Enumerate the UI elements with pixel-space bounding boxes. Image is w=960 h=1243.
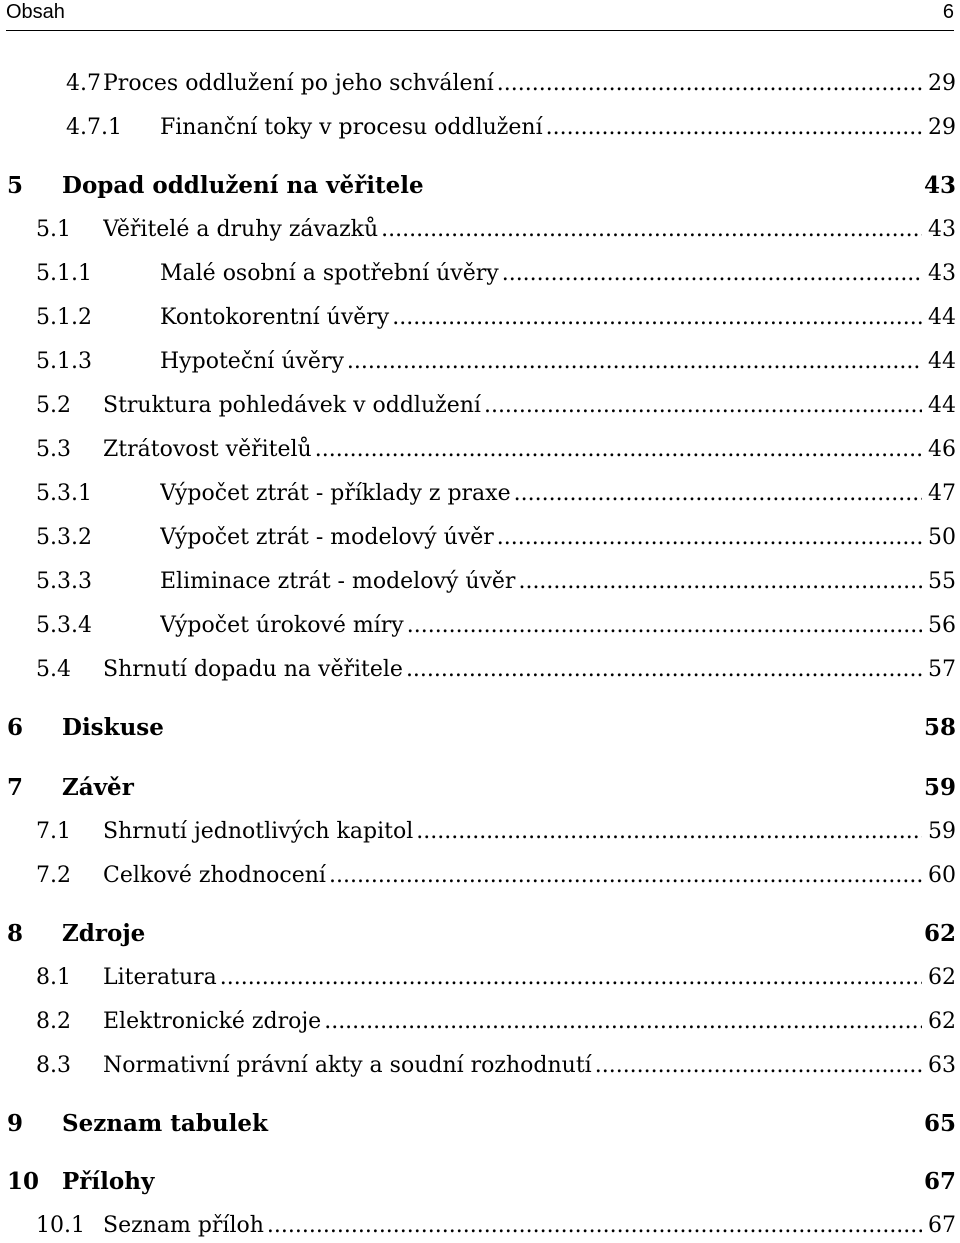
toc-entry-number: 8 — [7, 920, 24, 947]
toc-entry-title: Diskuse — [62, 714, 164, 741]
toc-entry-title: Shrnutí jednotlivých kapitol — [103, 819, 414, 844]
toc-entry-number: 8.3 — [36, 1053, 71, 1078]
toc-entry-number: 7 — [7, 774, 24, 801]
dot-leader — [514, 478, 922, 510]
toc-entry[interactable] — [0, 962, 960, 994]
toc-entry[interactable] — [0, 478, 960, 510]
toc-entry-number: 5.2 — [36, 393, 71, 418]
toc-entry-number: 4.7 — [66, 71, 101, 96]
toc-entry-number: 5.3.4 — [36, 613, 92, 638]
page-header — [0, 0, 960, 27]
header-divider — [6, 30, 954, 31]
toc-chapter-entry[interactable] — [0, 918, 960, 950]
dot-leader — [484, 390, 922, 422]
toc-chapter-entry[interactable] — [0, 1166, 960, 1198]
toc-entry-title-wrap — [103, 816, 925, 848]
toc-entry-title-wrap — [103, 1006, 925, 1038]
toc-entry[interactable] — [0, 654, 960, 686]
toc-entry[interactable] — [0, 112, 960, 144]
running-header-page-number: 6 — [942, 1, 954, 23]
toc-entry-page-number: 63 — [928, 1053, 956, 1078]
dot-leader — [497, 68, 922, 100]
toc-entry-number: 10 — [7, 1168, 40, 1195]
toc-entry-number: 4.7.1 — [66, 115, 122, 140]
toc-entry-title: Malé osobní a spotřební úvěry — [160, 261, 499, 286]
toc-entry-title: Ztrátovost věřitelů — [103, 437, 312, 462]
toc-entry-number: 8.1 — [36, 965, 71, 990]
toc-entry[interactable] — [0, 258, 960, 290]
toc-entry-title: Seznam příloh — [103, 1213, 264, 1238]
toc-entry-number: 5.3.2 — [36, 525, 92, 550]
toc-entry-title: Výpočet ztrát - modelový úvěr — [160, 525, 494, 550]
dot-leader — [381, 214, 922, 246]
toc-entry-page-number: 29 — [928, 115, 956, 140]
dot-leader — [595, 1050, 922, 1082]
toc-entry-title-wrap — [62, 170, 890, 202]
toc-entry-number: 5.3 — [36, 437, 71, 462]
dot-leader — [324, 1006, 922, 1038]
toc-entry-page-number: 43 — [928, 261, 956, 286]
toc-entry-title-wrap — [103, 962, 925, 994]
toc-entry-title: Zdroje — [62, 920, 146, 947]
toc-entry-page-number: 67 — [923, 1168, 956, 1195]
toc-entry-page-number: 62 — [928, 1009, 956, 1034]
toc-entry-number: 5.1 — [36, 217, 71, 242]
toc-entry-title: Výpočet ztrát - příklady z praxe — [160, 481, 511, 506]
toc-entry-title-wrap — [62, 1108, 890, 1140]
toc-entry-page-number: 60 — [928, 863, 956, 888]
toc-entry-title: Závěr — [62, 774, 134, 801]
toc-entry-number: 7.1 — [36, 819, 71, 844]
toc-entry-page-number: 44 — [928, 393, 956, 418]
dot-leader — [518, 566, 922, 598]
toc-entry-title-wrap — [160, 478, 925, 510]
toc-entry[interactable] — [0, 1210, 960, 1242]
toc-entry-title: Seznam tabulek — [62, 1110, 268, 1137]
toc-entry-title: Elektronické zdroje — [103, 1009, 322, 1034]
toc-chapter-entry[interactable] — [0, 1108, 960, 1140]
dot-leader — [329, 860, 922, 892]
toc-entry-page-number: 44 — [928, 349, 956, 374]
toc-entry-page-number: 58 — [923, 714, 956, 741]
dot-leader — [392, 302, 922, 334]
toc-entry-title-wrap — [62, 918, 890, 950]
toc-entry[interactable] — [0, 1006, 960, 1038]
toc-chapter-entry[interactable] — [0, 772, 960, 804]
dot-leader — [406, 654, 922, 686]
toc-entry-title: Finanční toky v procesu oddlužení — [160, 115, 543, 140]
toc-entry[interactable] — [0, 390, 960, 422]
toc-entry-page-number: 59 — [928, 819, 956, 844]
toc-entry-title-wrap — [103, 654, 925, 686]
toc-entry-title: Kontokorentní úvěry — [160, 305, 390, 330]
toc-entry-page-number: 59 — [923, 774, 956, 801]
toc-entry-title-wrap — [160, 522, 925, 554]
toc-entry-number: 8.2 — [36, 1009, 71, 1034]
toc-entry-title: Struktura pohledávek v oddlužení — [103, 393, 481, 418]
toc-entry-title: Přílohy — [62, 1168, 155, 1195]
toc-entry-title-wrap — [103, 1050, 925, 1082]
dot-leader — [497, 522, 922, 554]
toc-entry-number: 5 — [7, 172, 24, 199]
toc-entry-number: 5.3.1 — [36, 481, 92, 506]
toc-entry-title: Shrnutí dopadu na věřitele — [103, 657, 403, 682]
toc-entry-title-wrap — [103, 434, 925, 466]
toc-entry[interactable] — [0, 346, 960, 378]
toc-entry-title-wrap — [62, 712, 890, 744]
toc-entry-title: Literatura — [103, 965, 217, 990]
toc-entry-page-number: 62 — [923, 920, 956, 947]
toc-entry-title-wrap — [103, 68, 925, 100]
toc-entry-page-number: 43 — [928, 217, 956, 242]
toc-entry[interactable] — [0, 522, 960, 554]
toc-chapter-entry[interactable] — [0, 170, 960, 202]
dot-leader — [220, 962, 922, 994]
toc-entry-page-number: 65 — [923, 1110, 956, 1137]
toc-entry-title-wrap — [160, 302, 925, 334]
dot-leader — [416, 816, 922, 848]
toc-entry-page-number: 50 — [928, 525, 956, 550]
toc-entry[interactable] — [0, 434, 960, 466]
dot-leader — [502, 258, 922, 290]
toc-entry[interactable] — [0, 860, 960, 892]
toc-entry-page-number: 62 — [928, 965, 956, 990]
toc-entry-number: 5.1.3 — [36, 349, 92, 374]
toc-entry-page-number: 29 — [928, 71, 956, 96]
toc-entry-page-number: 44 — [928, 305, 956, 330]
toc-entry-title-wrap — [160, 112, 925, 144]
toc-entry[interactable] — [0, 610, 960, 642]
toc-entry-number: 7.2 — [36, 863, 71, 888]
running-header-section: Obsah — [6, 1, 65, 23]
toc-entry-title-wrap — [103, 1210, 925, 1242]
toc-entry-page-number: 47 — [928, 481, 956, 506]
toc-chapter-entry[interactable] — [0, 712, 960, 744]
toc-entry-title-wrap — [160, 258, 925, 290]
toc-entry[interactable] — [0, 816, 960, 848]
toc-entry-title: Normativní právní akty a soudní rozhodnutí — [103, 1053, 592, 1078]
toc-entry-number: 5.4 — [36, 657, 71, 682]
toc-entry-number: 5.3.3 — [36, 569, 92, 594]
toc-entry-title-wrap — [62, 1166, 890, 1198]
toc-entry-title: Věřitelé a druhy závazků — [103, 217, 379, 242]
dot-leader — [267, 1210, 922, 1242]
toc-entry-number: 5.1.2 — [36, 305, 92, 330]
toc-entry-number: 10.1 — [36, 1213, 85, 1238]
toc-entry-title: Celkové zhodnocení — [103, 863, 326, 888]
toc-entry-page-number: 57 — [928, 657, 956, 682]
toc-entry-title-wrap — [103, 214, 925, 246]
dot-leader — [315, 434, 922, 466]
toc-entry-number: 9 — [7, 1110, 24, 1137]
toc-entry-title: Hypoteční úvěry — [160, 349, 344, 374]
toc-entry-page-number: 67 — [928, 1213, 956, 1238]
toc-entry-page-number: 46 — [928, 437, 956, 462]
toc-entry-title-wrap — [160, 566, 925, 598]
toc-entry-page-number: 56 — [928, 613, 956, 638]
toc-entry[interactable] — [0, 1050, 960, 1082]
toc-entry[interactable] — [0, 68, 960, 100]
toc-entry[interactable] — [0, 566, 960, 598]
toc-entry-number: 6 — [7, 714, 24, 741]
toc-entry-title-wrap — [160, 346, 925, 378]
toc-entry-title: Výpočet úrokové míry — [160, 613, 404, 638]
toc-entry-page-number: 43 — [923, 172, 956, 199]
toc-entry-title-wrap — [62, 772, 890, 804]
toc-entry[interactable] — [0, 302, 960, 334]
dot-leader — [347, 346, 922, 378]
toc-entry-title-wrap — [103, 390, 925, 422]
toc-entry-title: Eliminace ztrát - modelový úvěr — [160, 569, 516, 594]
toc-entry-title-wrap — [103, 860, 925, 892]
toc-entry[interactable] — [0, 214, 960, 246]
toc-entry-title: Dopad oddlužení na věřitele — [62, 172, 424, 199]
toc-entry-page-number: 55 — [928, 569, 956, 594]
toc-entry-title: Proces oddlužení po jeho schválení — [103, 71, 494, 96]
dot-leader — [407, 610, 922, 642]
toc-entry-title-wrap — [160, 610, 925, 642]
toc-entry-number: 5.1.1 — [36, 261, 92, 286]
dot-leader — [546, 112, 922, 144]
